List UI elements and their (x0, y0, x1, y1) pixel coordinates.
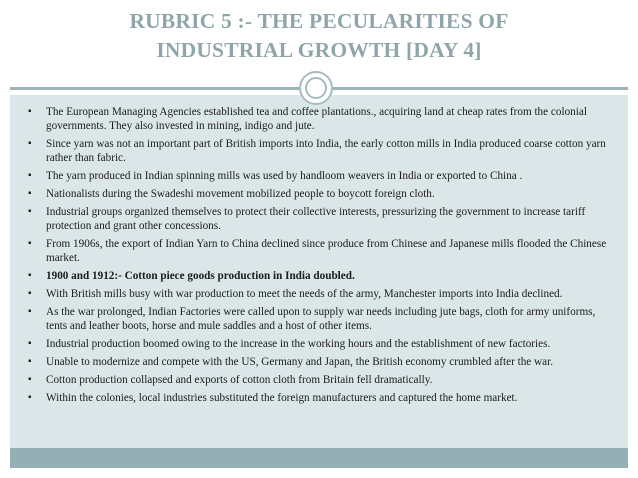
square-bullet-icon: ▪ (28, 188, 32, 199)
square-bullet-icon: ▪ (28, 238, 32, 249)
bullet-text: The yarn produced in Indian spinning mills was used by handloom weavers in India or exported to China . (46, 170, 523, 182)
slide-title (0, 7, 638, 65)
bullet-item (24, 287, 614, 301)
slide-title-line-1: RUBRIC 5 :- THE PECULARITIES OF (129, 9, 509, 33)
bullet-item (24, 337, 614, 351)
bullet-item (24, 137, 614, 165)
bullet-text: 1900 and 1912:- Cotton piece goods production in India doubled. (46, 270, 355, 282)
bullet-item (24, 187, 614, 201)
square-bullet-icon: ▪ (28, 270, 32, 281)
square-bullet-icon: ▪ (28, 392, 32, 403)
bullet-item (24, 269, 614, 283)
bullet-list (10, 95, 628, 405)
square-bullet-icon: ▪ (28, 206, 32, 217)
circle-emblem-inner (305, 77, 327, 99)
bullet-text: Industrial production boomed owing to the increase in the working hours and the establishment of new factories. (46, 338, 551, 350)
bullet-item (24, 373, 614, 387)
square-bullet-icon: ▪ (28, 288, 32, 299)
bullet-text: Cotton production collapsed and exports of cotton cloth from Britain fell dramatically. (46, 374, 433, 386)
bullet-text: With British mills busy with war production to meet the needs of the army, Manchester imports into India declined. (46, 288, 563, 300)
slide-title-line-2: INDUSTRIAL GROWTH [DAY 4] (156, 38, 482, 62)
square-bullet-icon: ▪ (28, 106, 32, 117)
square-bullet-icon: ▪ (28, 138, 32, 149)
bullet-item (24, 169, 614, 183)
bullet-text: The European Managing Agencies established tea and coffee plantations., acquiring land at cheap rates from the colonial governments. They also invested in mining, indigo and jute. (46, 106, 587, 132)
bullet-item (24, 305, 614, 333)
content-panel (10, 95, 628, 448)
bullet-text: From 1906s, the export of Indian Yarn to China declined since produce from Chinese and Japanese mills flooded the Chinese market. (46, 238, 607, 264)
square-bullet-icon: ▪ (28, 374, 32, 385)
bullet-item (24, 237, 614, 265)
square-bullet-icon: ▪ (28, 338, 32, 349)
square-bullet-icon: ▪ (28, 306, 32, 317)
square-bullet-icon: ▪ (28, 356, 32, 367)
circle-emblem-icon (299, 71, 333, 105)
bullet-text: Within the colonies, local industries substituted the foreign manufacturers and captured the home market. (46, 392, 518, 404)
bullet-text: Nationalists during the Swadeshi movement mobilized people to boycott foreign cloth. (46, 188, 435, 200)
bullet-item (24, 205, 614, 233)
bullet-item (24, 355, 614, 369)
footer-band (10, 448, 628, 468)
bullet-item (24, 391, 614, 405)
bullet-text: Industrial groups organized themselves to protect their collective interests, pressurizing the government to increase tariff protection and grant other concessions. (46, 206, 586, 232)
square-bullet-icon: ▪ (28, 170, 32, 181)
bullet-text: Since yarn was not an important part of British imports into India, the early cotton mills in India produced coarse cotton yarn rather than fabric. (46, 138, 606, 164)
bullet-text: Unable to modernize and compete with the US, Germany and Japan, the British economy crumbled after the war. (46, 356, 554, 368)
bullet-item (24, 105, 614, 133)
bullet-text: As the war prolonged, Indian Factories were called upon to supply war needs including jute bags, cloth for army uniforms, tents and leather boots, horse and mule saddles and a host of other items. (46, 306, 596, 332)
